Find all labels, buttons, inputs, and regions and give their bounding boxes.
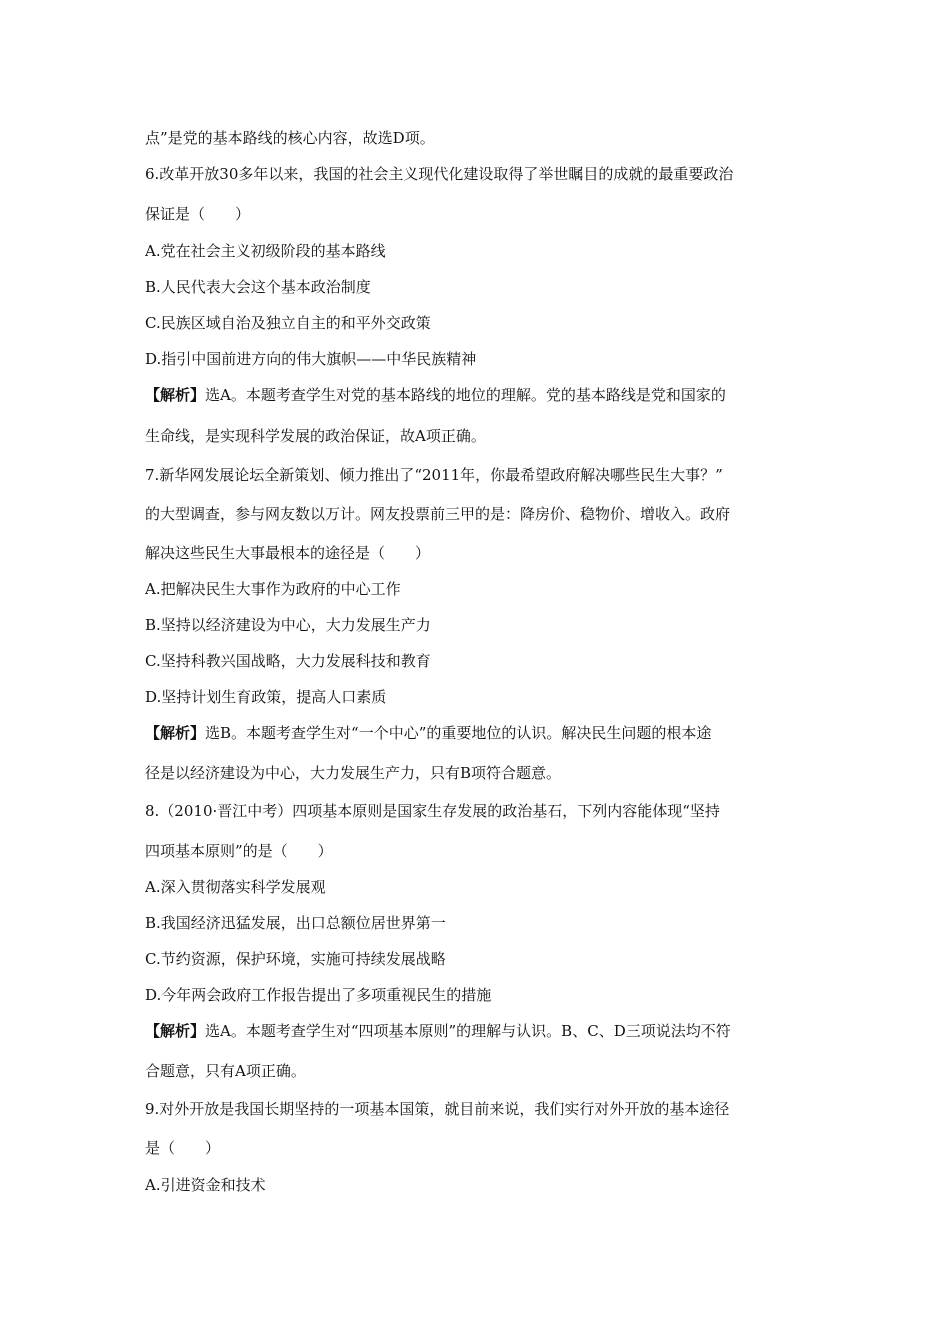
- question-8-analysis-cont: 合题意，只有A项正确。: [145, 1062, 306, 1080]
- question-7-option-a: A.把解决民生大事作为政府的中心工作: [145, 580, 401, 598]
- question-6-stem: 6.改革开放30多年以来，我国的社会主义现代化建设取得了举世瞩目的成就的最重要政治: [145, 165, 734, 183]
- question-7-option-c: C.坚持科教兴国战略，大力发展科技和教育: [145, 652, 431, 670]
- text-line: 点”是党的基本路线的核心内容，故选D项。: [145, 129, 435, 147]
- question-8-option-a: A.深入贯彻落实科学发展观: [145, 878, 326, 896]
- question-8-option-d: D.今年两会政府工作报告提出了多项重视民生的措施: [145, 986, 492, 1004]
- question-7-analysis-cont: 径是以经济建设为中心，大力发展生产力，只有B项符合题意。: [145, 764, 562, 782]
- question-6-option-d: D.指引中国前进方向的伟大旗帜——中华民族精神: [145, 350, 477, 368]
- question-8-option-c: C.节约资源，保护环境，实施可持续发展战略: [145, 950, 446, 968]
- question-9-stem-cont: 是（ ）: [145, 1139, 221, 1157]
- question-7-stem-cont2: 解决这些民生大事最根本的途径是（ ）: [145, 544, 431, 562]
- question-7-option-b: B.坚持以经济建设为中心，大力发展生产力: [145, 616, 431, 634]
- analysis-label: 【解析】: [145, 386, 206, 404]
- question-7-stem-cont: 的大型调查，参与网友数以万计。网友投票前三甲的是：降房价、稳物价、增收入。政府: [145, 505, 731, 523]
- analysis-text: 选A。本题考查学生对党的基本路线的地位的理解。党的基本路线是党和国家的: [205, 386, 726, 404]
- question-6-option-c: C.民族区域自治及独立自主的和平外交政策: [145, 314, 431, 332]
- question-8-option-b: B.我国经济迅猛发展，出口总额位居世界第一: [145, 914, 446, 932]
- question-6-analysis-cont: 生命线，是实现科学发展的政治保证，故A项正确。: [145, 427, 486, 445]
- question-7-analysis: [145, 723, 810, 743]
- analysis-text: 选A。本题考查学生对“四项基本原则”的理解与认识。B、C、D三项说法均不符: [205, 1022, 731, 1040]
- question-9-stem: 9.对外开放是我国长期坚持的一项基本国策，就目前来说，我们实行对外开放的基本途径: [145, 1100, 730, 1118]
- question-8-analysis: [145, 1021, 810, 1041]
- question-6-option-a: A.党在社会主义初级阶段的基本路线: [145, 242, 386, 260]
- question-9-option-a: A.引进资金和技术: [145, 1176, 266, 1194]
- analysis-text: 选B。本题考查学生对“一个中心”的重要地位的认识。解决民生问题的根本途: [205, 724, 712, 742]
- question-7-option-d: D.坚持计划生育政策，提高人口素质: [145, 688, 387, 706]
- question-6-analysis: [145, 385, 810, 405]
- analysis-label: 【解析】: [145, 1022, 206, 1040]
- question-7-stem: 7.新华网发展论坛全新策划、倾力推出了“2011年，你最希望政府解决哪些民生大事？”: [145, 466, 723, 484]
- analysis-label: 【解析】: [145, 724, 206, 742]
- question-6-stem-cont: 保证是（ ）: [145, 205, 251, 223]
- question-8-stem-cont: 四项基本原则”的是（ ）: [145, 842, 333, 860]
- question-8-stem: 8.（2010·晋江中考）四项基本原则是国家生存发展的政治基石，下列内容能体现“坚持: [145, 802, 720, 820]
- question-6-option-b: B.人民代表大会这个基本政治制度: [145, 278, 371, 296]
